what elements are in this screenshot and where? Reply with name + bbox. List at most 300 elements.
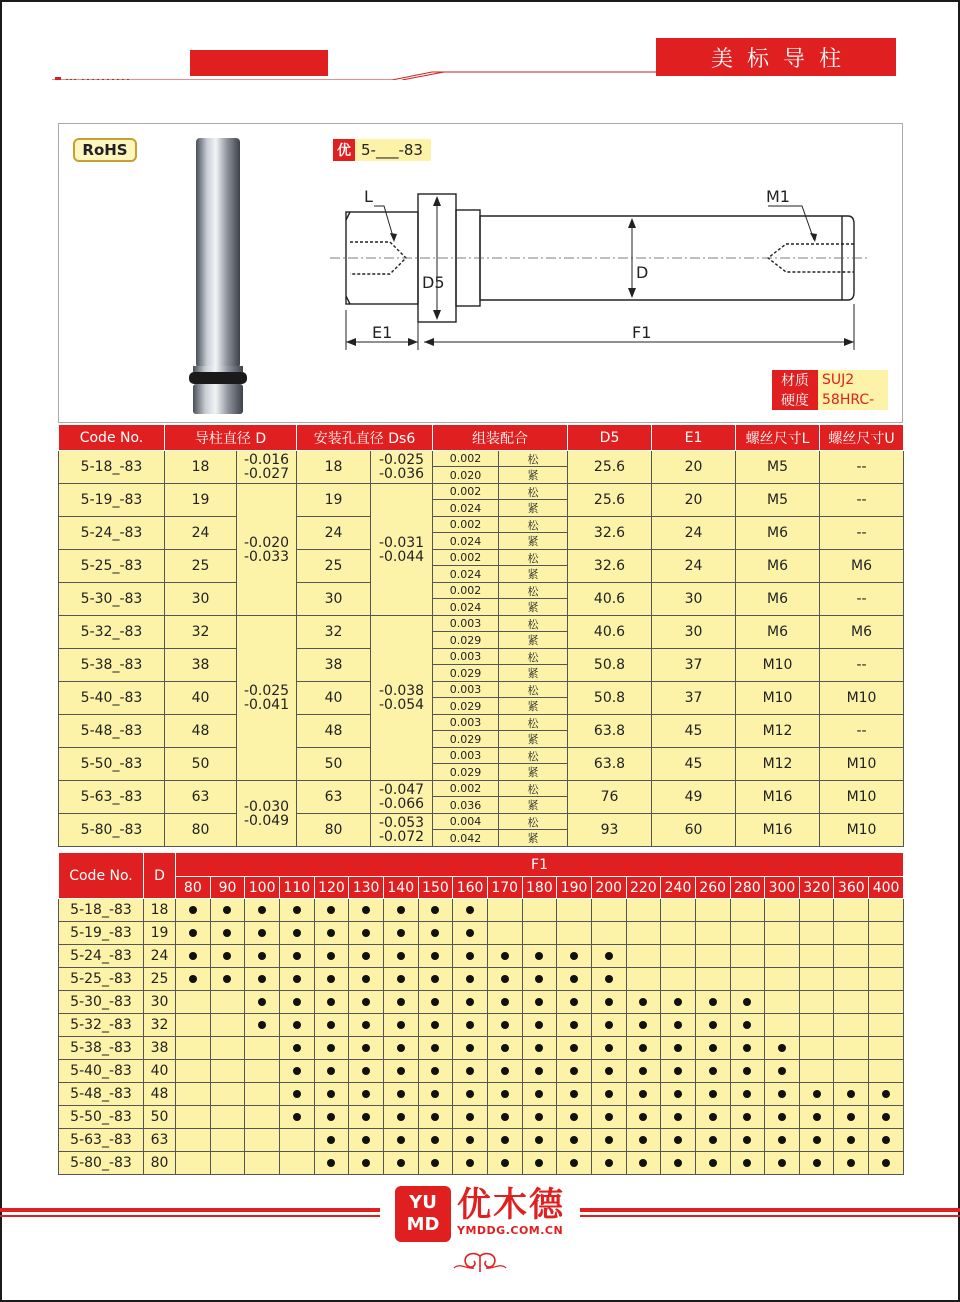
cell-availability [799, 1106, 834, 1129]
cell-e1: 49 [652, 781, 736, 814]
cell-availability [834, 991, 869, 1014]
cell-availability [799, 968, 834, 991]
cell-availability [765, 1037, 800, 1060]
cell-d: 32 [144, 1014, 176, 1037]
available-dot-icon [397, 1136, 405, 1144]
cell-availability [591, 991, 626, 1014]
cell-availability [799, 1014, 834, 1037]
page-title: 美标导柱 [656, 38, 896, 76]
tol-lower: -0.036 [378, 466, 425, 482]
cell-code: 5-19_-83 [59, 484, 165, 517]
cell-availability [279, 1129, 314, 1152]
available-dot-icon [535, 975, 543, 983]
cell-availability [869, 945, 904, 968]
available-dot-icon [431, 952, 439, 960]
material-key: 材质 [772, 370, 818, 390]
cell-d: 50 [144, 1106, 176, 1129]
cell-availability [418, 1060, 453, 1083]
cell-availability [661, 922, 696, 945]
cell-availability [765, 1152, 800, 1175]
cell-availability [314, 1129, 349, 1152]
cell-availability [418, 945, 453, 968]
cell-availability [626, 991, 661, 1014]
cell-code: 5-80_-83 [59, 814, 165, 847]
cell-d-tolerance [237, 484, 297, 616]
fit-loose-label: 松 [499, 682, 567, 698]
cell-d5: 50.8 [568, 682, 652, 715]
available-dot-icon [709, 1067, 717, 1075]
cell-availability [522, 1060, 557, 1083]
cell-availability [695, 1037, 730, 1060]
cell-availability [279, 1014, 314, 1037]
available-dot-icon [397, 1021, 405, 1029]
available-dot-icon [743, 1067, 751, 1075]
cell-ds: 18 [297, 451, 371, 484]
cell-availability [834, 1083, 869, 1106]
available-dot-icon [327, 975, 335, 983]
cell-availability [245, 1106, 280, 1129]
fit-box [433, 484, 567, 516]
tol-lower: -0.072 [378, 829, 425, 845]
available-dot-icon [431, 1136, 439, 1144]
cell-availability [834, 899, 869, 922]
cell-fit [433, 550, 568, 583]
cell-d: 63 [144, 1129, 176, 1152]
available-dot-icon [674, 1136, 682, 1144]
available-dot-icon [431, 929, 439, 937]
fit-tight-label: 紧 [527, 799, 539, 812]
cell-d: 19 [144, 922, 176, 945]
fit-loose-value: 0.002 [433, 517, 499, 533]
cell-availability [695, 1152, 730, 1175]
fit-box [433, 550, 567, 582]
available-dot-icon [813, 1090, 821, 1098]
available-dot-icon [293, 1067, 301, 1075]
cell-availability [557, 1083, 592, 1106]
fit-tight-value: 0.024 [433, 566, 499, 582]
cell-availability [765, 899, 800, 922]
available-dot-icon [431, 1067, 439, 1075]
available-dot-icon [535, 1090, 543, 1098]
available-dot-icon [397, 1090, 405, 1098]
cell-code: 5-19_-83 [59, 922, 144, 945]
cell-d5: 93 [568, 814, 652, 847]
available-dot-icon [570, 1067, 578, 1075]
label-M1: M1 [766, 187, 790, 206]
available-dot-icon [743, 1021, 751, 1029]
table-row [59, 1060, 904, 1083]
fit-tight-label: 紧 [527, 634, 539, 647]
cell-code: 5-32_-83 [59, 616, 165, 649]
fit-box [433, 748, 567, 780]
available-dot-icon [639, 1021, 647, 1029]
logo-top: YU [409, 1192, 437, 1213]
cell-screw-u: -- [820, 517, 904, 550]
header-length: 180 [522, 877, 557, 899]
available-dot-icon [327, 929, 335, 937]
cell-screw-l: M5 [736, 484, 820, 517]
cell-availability [522, 945, 557, 968]
available-dot-icon [431, 998, 439, 1006]
available-dot-icon [258, 906, 266, 914]
cell-availability [834, 1060, 869, 1083]
header-f1: F1 [176, 853, 904, 877]
cell-availability [522, 968, 557, 991]
cell-availability [765, 922, 800, 945]
cell-availability [453, 1037, 488, 1060]
cell-availability [210, 1014, 245, 1037]
header-length: 170 [487, 877, 522, 899]
cell-availability [176, 1037, 211, 1060]
available-dot-icon [362, 975, 370, 983]
cell-code: 5-18_-83 [59, 451, 165, 484]
available-dot-icon [501, 1021, 509, 1029]
cell-availability [730, 899, 765, 922]
available-dot-icon [570, 1044, 578, 1052]
cell-availability [210, 922, 245, 945]
cell-availability [626, 945, 661, 968]
cell-fit [433, 682, 568, 715]
available-dot-icon [327, 952, 335, 960]
available-dot-icon [778, 1113, 786, 1121]
cell-availability [869, 1152, 904, 1175]
available-dot-icon [709, 1159, 717, 1167]
material-value: SUJ2 [818, 370, 888, 390]
available-dot-icon [362, 1113, 370, 1121]
available-dot-icon [466, 1136, 474, 1144]
available-dot-icon [778, 1067, 786, 1075]
cell-availability [314, 899, 349, 922]
cell-availability [765, 1014, 800, 1037]
table-row [59, 1083, 904, 1106]
cell-screw-l: M16 [736, 814, 820, 847]
fit-loose-label: 松 [499, 781, 567, 797]
cell-availability [210, 1037, 245, 1060]
header-pillar-dia: 导柱直径 D [165, 425, 297, 451]
fit-loose-value: 0.002 [433, 781, 499, 797]
cell-availability [730, 1106, 765, 1129]
cell-availability [522, 922, 557, 945]
ornament-icon [450, 1252, 510, 1274]
header-code: Code No. [59, 853, 144, 899]
cell-code: 5-38_-83 [59, 1037, 144, 1060]
length-table [58, 852, 904, 1175]
cell-ds-tolerance [371, 616, 433, 781]
cell-ds: 30 [297, 583, 371, 616]
label-L: L [364, 187, 373, 206]
cell-availability [349, 1060, 384, 1083]
fit-tight-value: 0.029 [433, 731, 499, 747]
cell-e1: 24 [652, 517, 736, 550]
available-dot-icon [501, 998, 509, 1006]
available-dot-icon [605, 1136, 613, 1144]
available-dot-icon [223, 952, 231, 960]
cell-availability [661, 1083, 696, 1106]
header-length: 320 [799, 877, 834, 899]
cell-ds: 80 [297, 814, 371, 847]
brand-url: YMDDG.COM.CN [457, 1224, 564, 1237]
cell-availability [453, 968, 488, 991]
available-dot-icon [535, 998, 543, 1006]
cell-availability [591, 922, 626, 945]
available-dot-icon [847, 1113, 855, 1121]
label-F1: F1 [632, 323, 652, 342]
fit-loose-label: 松 [499, 715, 567, 731]
cell-availability [869, 1037, 904, 1060]
material-box [772, 370, 888, 410]
cell-availability [765, 945, 800, 968]
available-dot-icon [709, 1090, 717, 1098]
cell-availability [349, 1129, 384, 1152]
header-length: 100 [245, 877, 280, 899]
cell-ds-tolerance [371, 484, 433, 616]
cell-e1: 30 [652, 616, 736, 649]
available-dot-icon [501, 975, 509, 983]
cell-availability [591, 1106, 626, 1129]
cell-availability [453, 899, 488, 922]
available-dot-icon [466, 952, 474, 960]
cell-availability [210, 1083, 245, 1106]
fit-tight-label: 紧 [527, 601, 539, 614]
available-dot-icon [397, 1067, 405, 1075]
cell-availability [626, 899, 661, 922]
table-row [59, 781, 904, 814]
cell-d: 80 [144, 1152, 176, 1175]
available-dot-icon [258, 1021, 266, 1029]
tol-upper: -0.047 [378, 782, 425, 798]
available-dot-icon [778, 1044, 786, 1052]
header-code: Code No. [59, 425, 165, 451]
tol-lower: -0.066 [378, 796, 425, 812]
cell-screw-l: M10 [736, 682, 820, 715]
available-dot-icon [293, 998, 301, 1006]
fit-box [433, 814, 567, 846]
fit-loose-value: 0.003 [433, 616, 499, 632]
available-dot-icon [223, 975, 231, 983]
cell-availability [245, 1037, 280, 1060]
header-d: D [144, 853, 176, 899]
header-length: 150 [418, 877, 453, 899]
fit-loose-value: 0.003 [433, 682, 499, 698]
available-dot-icon [501, 1090, 509, 1098]
cell-availability [695, 1129, 730, 1152]
tol-upper: -0.030 [243, 798, 290, 815]
tol-upper: -0.020 [243, 534, 290, 551]
cell-availability [418, 922, 453, 945]
cell-availability [418, 1106, 453, 1129]
fit-loose-value: 0.002 [433, 583, 499, 599]
available-dot-icon [362, 1021, 370, 1029]
header-length: 130 [349, 877, 384, 899]
cell-availability [279, 968, 314, 991]
cell-availability [765, 1083, 800, 1106]
cell-availability [418, 968, 453, 991]
available-dot-icon [570, 1113, 578, 1121]
cell-availability [869, 968, 904, 991]
available-dot-icon [674, 1113, 682, 1121]
table-row [59, 451, 904, 484]
cell-availability [314, 1060, 349, 1083]
fit-tight-value: 0.036 [433, 797, 499, 813]
header-length: 110 [279, 877, 314, 899]
cell-availability [383, 1037, 418, 1060]
cell-availability [799, 1129, 834, 1152]
available-dot-icon [293, 1113, 301, 1121]
table-row [59, 715, 904, 748]
cell-code: 5-40_-83 [59, 1060, 144, 1083]
cell-d: 30 [165, 583, 237, 616]
available-dot-icon [535, 1044, 543, 1052]
hardness-value: 58HRC- [818, 390, 888, 410]
cell-screw-l: M12 [736, 715, 820, 748]
cell-code: 5-40_-83 [59, 682, 165, 715]
fit-tight-value: 0.029 [433, 632, 499, 648]
table-row [59, 616, 904, 649]
cell-availability [210, 1106, 245, 1129]
cell-d: 25 [165, 550, 237, 583]
cell-ds: 40 [297, 682, 371, 715]
tol-upper: -0.025 [378, 452, 425, 468]
available-dot-icon [743, 1136, 751, 1144]
cell-code: 5-50_-83 [59, 1106, 144, 1129]
available-dot-icon [709, 1136, 717, 1144]
table-row [59, 484, 904, 517]
available-dot-icon [674, 1021, 682, 1029]
table-row [59, 748, 904, 781]
cell-availability [834, 1014, 869, 1037]
cell-fit [433, 616, 568, 649]
cell-d5: 25.6 [568, 451, 652, 484]
available-dot-icon [605, 1159, 613, 1167]
available-dot-icon [466, 1044, 474, 1052]
cell-availability [834, 1152, 869, 1175]
cell-fit [433, 484, 568, 517]
cell-availability [626, 1037, 661, 1060]
tol-upper: -0.038 [378, 683, 425, 699]
cell-d: 50 [165, 748, 237, 781]
cell-availability [210, 968, 245, 991]
cell-availability [453, 1152, 488, 1175]
fit-loose-value: 0.002 [433, 451, 499, 467]
available-dot-icon [570, 975, 578, 983]
cell-e1: 24 [652, 550, 736, 583]
available-dot-icon [639, 1090, 647, 1098]
cell-ds: 19 [297, 484, 371, 517]
available-dot-icon [362, 929, 370, 937]
cell-e1: 37 [652, 649, 736, 682]
table-row [59, 968, 904, 991]
available-dot-icon [293, 1090, 301, 1098]
cell-availability [314, 991, 349, 1014]
cell-availability [349, 922, 384, 945]
cell-availability [314, 1106, 349, 1129]
available-dot-icon [258, 929, 266, 937]
cell-availability [799, 899, 834, 922]
cell-availability [210, 1152, 245, 1175]
tol-lower: -0.041 [243, 697, 290, 713]
cell-availability [487, 1037, 522, 1060]
header-length: 90 [210, 877, 245, 899]
available-dot-icon [189, 975, 197, 983]
cell-availability [279, 1106, 314, 1129]
cell-e1: 45 [652, 715, 736, 748]
available-dot-icon [431, 1090, 439, 1098]
cell-d: 48 [144, 1083, 176, 1106]
part-code-label [333, 139, 431, 161]
cell-screw-l: M5 [736, 451, 820, 484]
available-dot-icon [882, 1136, 890, 1144]
cell-d: 30 [144, 991, 176, 1014]
cell-fit [433, 814, 568, 847]
cell-availability [522, 1014, 557, 1037]
fit-box [433, 517, 567, 549]
cell-availability [453, 1083, 488, 1106]
cell-availability [176, 945, 211, 968]
table-row [59, 682, 904, 715]
cell-availability [245, 991, 280, 1014]
cell-availability [799, 922, 834, 945]
brand-logo [395, 1186, 451, 1242]
cell-availability [279, 1152, 314, 1175]
header-length: 80 [176, 877, 211, 899]
fit-box [433, 616, 567, 648]
cell-availability [695, 899, 730, 922]
fit-tight-label: 紧 [527, 535, 539, 548]
brand-block [457, 1186, 575, 1242]
cell-screw-l: M12 [736, 748, 820, 781]
fit-loose-value: 0.002 [433, 484, 499, 500]
cell-availability [383, 1152, 418, 1175]
cell-availability [591, 1129, 626, 1152]
cell-availability [418, 991, 453, 1014]
cell-availability [314, 1152, 349, 1175]
cell-availability [834, 1037, 869, 1060]
fit-tight-label: 紧 [527, 568, 539, 581]
cell-availability [522, 991, 557, 1014]
available-dot-icon [397, 906, 405, 914]
header-fit: 组装配合 [433, 425, 568, 451]
cell-e1: 60 [652, 814, 736, 847]
label-E1: E1 [372, 323, 393, 342]
cell-d: 38 [165, 649, 237, 682]
cell-fit [433, 649, 568, 682]
cell-availability [210, 899, 245, 922]
fit-loose-label: 松 [499, 550, 567, 566]
header-accent-bar [190, 50, 328, 76]
label-D: D [636, 263, 649, 282]
cell-availability [661, 1014, 696, 1037]
tol-upper: -0.053 [378, 815, 425, 831]
available-dot-icon [293, 1021, 301, 1029]
tol-lower: -0.033 [243, 548, 290, 565]
cell-screw-u: M10 [820, 814, 904, 847]
cell-availability [383, 899, 418, 922]
cell-availability [557, 1106, 592, 1129]
cell-availability [626, 1014, 661, 1037]
cell-availability [765, 968, 800, 991]
cell-availability [695, 922, 730, 945]
available-dot-icon [258, 998, 266, 1006]
available-dot-icon [605, 1021, 613, 1029]
table-row [59, 649, 904, 682]
cell-availability [176, 1106, 211, 1129]
available-dot-icon [605, 1113, 613, 1121]
available-dot-icon [535, 1136, 543, 1144]
available-dot-icon [223, 906, 231, 914]
available-dot-icon [743, 998, 751, 1006]
cell-availability [869, 1014, 904, 1037]
cell-availability [176, 968, 211, 991]
